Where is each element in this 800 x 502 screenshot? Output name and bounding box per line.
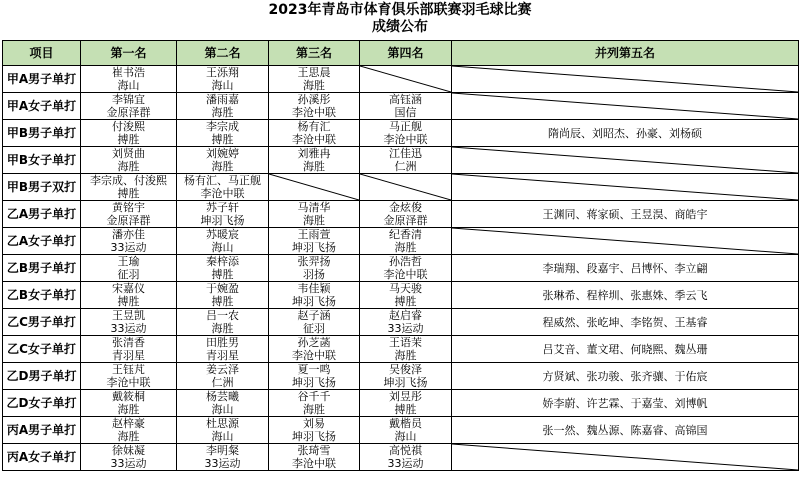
header-event: 项目	[3, 41, 81, 66]
fifth-place-cell: 娇李蔚、许艺霖、于嘉莹、刘博帆	[452, 390, 799, 417]
place-3-empty	[269, 174, 360, 201]
place-1-cell	[81, 255, 177, 282]
player-name: 潘雨嘉	[206, 93, 239, 106]
place-4-cell	[360, 390, 452, 417]
player-name: 李锦宜	[112, 93, 145, 106]
player-name: 谷千千	[297, 390, 331, 403]
table-row	[3, 147, 799, 174]
place-3-cell	[269, 363, 360, 390]
empty-cell-slash	[360, 66, 451, 92]
player-name: 张琦雪	[297, 444, 331, 457]
place-4-empty	[360, 66, 452, 93]
empty-cell-slash	[452, 228, 798, 254]
place-3-cell	[269, 228, 360, 255]
table-row	[3, 201, 799, 228]
player-name: 杨芸曦	[206, 390, 239, 403]
club-name: 海胜	[211, 106, 234, 119]
player-name: 王昱凯	[112, 309, 145, 322]
club-name: 海山	[211, 430, 234, 443]
table-row	[3, 444, 799, 471]
club-name: 搏胜	[117, 187, 140, 200]
player-name: 李宗成	[206, 120, 239, 133]
fifth-place-cell: 方贤斌、张功骏、张齐骧、于佑宸	[452, 363, 799, 390]
table-row	[3, 93, 799, 120]
empty-cell-slash	[452, 66, 798, 92]
player-name: 杨有汇、马正舰	[184, 174, 261, 187]
results-table	[2, 40, 799, 471]
player-name: 纪香清	[389, 228, 422, 241]
place-2-cell	[177, 282, 269, 309]
club-name: 33运动	[204, 457, 241, 470]
place-1-cell	[81, 417, 177, 444]
header-fourth: 第四名	[360, 41, 452, 66]
place-4-cell	[360, 147, 452, 174]
header-fifth: 并列第五名	[452, 41, 799, 66]
place-2-cell	[177, 147, 269, 174]
player-name: 潘亦佳	[112, 228, 145, 241]
club-name: 坤羽飞扬	[292, 376, 336, 389]
club-name: 海胜	[394, 349, 417, 362]
club-name: 海胜	[303, 214, 325, 227]
event-cell: 乙D女子单打	[3, 390, 81, 417]
fifth-place-cell: 隋尚辰、刘昭杰、孙豪、刘杨硕	[452, 120, 799, 147]
club-name: 李沧中联	[292, 349, 336, 362]
fifth-place-cell: 吕艾音、董文珺、何晓熙、魏丛珊	[452, 336, 799, 363]
club-name: 李沧中联	[200, 187, 245, 200]
place-2-cell	[177, 93, 269, 120]
event-cell: 丙A女子单打	[3, 444, 81, 471]
player-name: 张羿扬	[297, 255, 331, 268]
player-name: 王雨萱	[297, 228, 331, 241]
place-4-cell	[360, 444, 452, 471]
club-name: 征羽	[303, 322, 325, 335]
empty-cell-slash	[452, 444, 798, 470]
club-name: 仁洲	[211, 376, 234, 389]
place-3-cell	[269, 147, 360, 174]
club-name: 海山	[211, 79, 234, 92]
place-1-cell	[81, 228, 177, 255]
place-3-cell	[269, 120, 360, 147]
club-name: 海胜	[211, 322, 234, 335]
place-1-cell	[81, 390, 177, 417]
club-name: 搏胜	[117, 133, 140, 146]
event-cell: 乙D男子单打	[3, 363, 81, 390]
player-name: 王钰芃	[112, 363, 145, 376]
player-name: 戴楷员	[389, 417, 422, 430]
fifth-place-empty	[452, 66, 799, 93]
place-2-cell	[177, 417, 269, 444]
club-name: 坤羽飞扬	[292, 241, 336, 254]
club-name: 海山	[211, 241, 234, 254]
page-title: 2023年青岛市体育俱乐部联赛羽毛球比赛	[268, 2, 532, 18]
fifth-place-cell: 李瑞翔、段嘉宇、吕博怀、李立翩	[452, 255, 799, 282]
fifth-place-cell: 张一然、魏丛源、陈嘉睿、高锦国	[452, 417, 799, 444]
player-name: 王瑜	[117, 255, 140, 268]
empty-cell-slash	[452, 93, 798, 119]
header-second: 第二名	[177, 41, 269, 66]
player-name: 崔书浩	[112, 66, 145, 79]
club-name: 金原泽群	[383, 214, 428, 227]
player-name: 苏暖宸	[206, 228, 239, 241]
place-1-cell	[81, 93, 177, 120]
player-name: 马正舰	[389, 120, 422, 133]
place-3-cell	[269, 66, 360, 93]
place-1-cell	[81, 363, 177, 390]
club-name: 金原泽群	[106, 214, 151, 227]
club-name: 金原泽群	[106, 106, 151, 119]
place-1-cell	[81, 444, 177, 471]
club-name: 羽扬	[303, 268, 325, 281]
place-4-cell	[360, 93, 452, 120]
table-row	[3, 417, 799, 444]
player-name: 金炫俊	[389, 201, 422, 214]
club-name: 搏胜	[211, 295, 234, 308]
fifth-place-cell: 王渊同、蒋家硕、王昱淏、商皓宇	[452, 201, 799, 228]
place-3-cell	[269, 282, 360, 309]
place-2-cell	[177, 120, 269, 147]
place-1-cell	[81, 174, 177, 201]
table-row	[3, 174, 799, 201]
club-name: 征羽	[117, 268, 140, 281]
club-name: 坤羽飞扬	[383, 376, 428, 389]
empty-cell-slash	[452, 147, 798, 173]
place-3-cell	[269, 390, 360, 417]
player-name: 杜思源	[206, 417, 239, 430]
place-3-cell	[269, 93, 360, 120]
header-row	[3, 41, 799, 66]
club-name: 搏胜	[117, 295, 140, 308]
place-3-cell	[269, 444, 360, 471]
player-name: 马清华	[297, 201, 331, 214]
table-row	[3, 390, 799, 417]
place-3-cell	[269, 336, 360, 363]
event-cell: 乙B女子单打	[3, 282, 81, 309]
place-2-cell	[177, 255, 269, 282]
player-name: 苏子轩	[206, 201, 239, 214]
place-2-cell	[177, 363, 269, 390]
place-3-cell	[269, 309, 360, 336]
event-cell: 甲B男子单打	[3, 120, 81, 147]
player-name: 秦梓添	[206, 255, 239, 268]
table-row	[3, 363, 799, 390]
player-name: 刘贤曲	[112, 147, 145, 160]
event-cell: 甲A女子单打	[3, 93, 81, 120]
place-4-cell	[360, 282, 452, 309]
club-name: 海胜	[117, 403, 140, 416]
club-name: 青羽星	[112, 349, 145, 362]
club-name: 33运动	[110, 322, 147, 335]
club-name: 海胜	[303, 160, 325, 173]
player-name: 付浚熙	[112, 120, 145, 133]
place-1-cell	[81, 336, 177, 363]
place-4-cell	[360, 120, 452, 147]
club-name: 李沧中联	[292, 457, 336, 470]
player-name: 刘昱彤	[389, 390, 422, 403]
club-name: 国信	[394, 106, 417, 119]
place-1-cell	[81, 282, 177, 309]
player-name: 于婉盈	[206, 282, 239, 295]
place-1-cell	[81, 66, 177, 93]
player-name: 王语茉	[389, 336, 422, 349]
place-4-cell	[360, 336, 452, 363]
table-row	[3, 336, 799, 363]
club-name: 海胜	[211, 160, 234, 173]
place-2-cell	[177, 309, 269, 336]
fifth-place-empty	[452, 174, 799, 201]
club-name: 仁洲	[394, 160, 417, 173]
club-name: 海胜	[303, 79, 325, 92]
player-name: 刘雅冉	[297, 147, 331, 160]
event-cell: 丙A男子单打	[3, 417, 81, 444]
club-name: 搏胜	[211, 133, 234, 146]
place-4-cell	[360, 255, 452, 282]
player-name: 姜云泽	[206, 363, 239, 376]
player-name: 孙芝菡	[297, 336, 331, 349]
club-name: 李沧中联	[292, 106, 336, 119]
club-name: 海山	[211, 403, 234, 416]
player-name: 韦佳颖	[297, 282, 331, 295]
table-row	[3, 309, 799, 336]
place-1-cell	[81, 309, 177, 336]
club-name: 33运动	[387, 322, 424, 335]
table-row	[3, 282, 799, 309]
club-name: 海山	[394, 430, 417, 443]
place-4-cell	[360, 309, 452, 336]
event-cell: 甲B女子单打	[3, 147, 81, 174]
header-first: 第一名	[81, 41, 177, 66]
club-name: 李沧中联	[106, 376, 151, 389]
place-2-cell	[177, 390, 269, 417]
club-name: 33运动	[110, 241, 147, 254]
fifth-place-empty	[452, 444, 799, 471]
player-name: 孙浩哲	[389, 255, 422, 268]
event-cell: 乙A女子单打	[3, 228, 81, 255]
player-name: 吕一农	[206, 309, 239, 322]
player-name: 高悦祺	[389, 444, 422, 457]
table-row	[3, 228, 799, 255]
place-4-empty	[360, 174, 452, 201]
player-name: 刘婉婷	[206, 147, 239, 160]
place-2-cell	[177, 444, 269, 471]
player-name: 高钰涵	[389, 93, 422, 106]
player-name: 赵梓豪	[112, 417, 145, 430]
club-name: 坤羽飞扬	[292, 430, 336, 443]
player-name: 王思晨	[297, 66, 331, 79]
event-cell: 乙C女子单打	[3, 336, 81, 363]
empty-cell-slash	[360, 174, 451, 200]
place-1-cell	[81, 120, 177, 147]
player-name: 赵子涵	[297, 309, 331, 322]
player-name: 宋嘉仪	[112, 282, 145, 295]
club-name: 坤羽飞扬	[292, 295, 336, 308]
place-3-cell	[269, 255, 360, 282]
club-name: 李沧中联	[383, 268, 428, 281]
player-name: 夏一鸣	[297, 363, 331, 376]
fifth-place-empty	[452, 228, 799, 255]
empty-cell-slash	[452, 174, 798, 200]
place-3-cell	[269, 417, 360, 444]
place-4-cell	[360, 363, 452, 390]
player-name: 吴俊泽	[389, 363, 422, 376]
event-cell: 乙C男子单打	[3, 309, 81, 336]
fifth-place-cell: 张琳希、程梓圳、张惠姝、季云飞	[452, 282, 799, 309]
club-name: 海胜	[117, 430, 140, 443]
player-name: 杨有汇	[297, 120, 331, 133]
fifth-place-empty	[452, 93, 799, 120]
place-2-cell	[177, 336, 269, 363]
club-name: 搏胜	[394, 403, 417, 416]
player-name: 孙溪彤	[297, 93, 331, 106]
player-name: 田胜男	[206, 336, 239, 349]
player-name: 张清香	[112, 336, 145, 349]
place-2-cell	[177, 228, 269, 255]
place-4-cell	[360, 417, 452, 444]
player-name: 王泺翔	[206, 66, 239, 79]
club-name: 李沧中联	[292, 133, 336, 146]
club-name: 海胜	[303, 403, 325, 416]
place-1-cell	[81, 201, 177, 228]
place-4-cell	[360, 201, 452, 228]
club-name: 海胜	[394, 241, 417, 254]
event-cell: 甲B男子双打	[3, 174, 81, 201]
player-name: 赵启睿	[389, 309, 422, 322]
place-4-cell	[360, 228, 452, 255]
event-cell: 甲A男子单打	[3, 66, 81, 93]
player-name: 刘易	[303, 417, 325, 430]
place-3-cell	[269, 201, 360, 228]
club-name: 海山	[117, 79, 140, 92]
club-name: 坤羽飞扬	[200, 214, 245, 227]
place-2-cell	[177, 66, 269, 93]
club-name: 搏胜	[394, 295, 417, 308]
header-third: 第三名	[269, 41, 360, 66]
table-row	[3, 255, 799, 282]
fifth-place-cell: 程威然、张屹坤、李铭贺、王基睿	[452, 309, 799, 336]
player-name: 徐妹凝	[112, 444, 145, 457]
fifth-place-empty	[452, 147, 799, 174]
player-name: 李明粲	[206, 444, 239, 457]
empty-cell-slash	[269, 174, 359, 200]
event-cell: 乙A男子单打	[3, 201, 81, 228]
page-subtitle: 成绩公布	[372, 19, 428, 35]
player-name: 马天骏	[389, 282, 422, 295]
player-name: 戴筱桐	[112, 390, 145, 403]
place-2-cell	[177, 174, 269, 201]
club-name: 青羽星	[206, 349, 239, 362]
club-name: 33运动	[387, 457, 424, 470]
club-name: 33运动	[110, 457, 147, 470]
place-1-cell	[81, 147, 177, 174]
player-name: 江佳迅	[389, 147, 422, 160]
club-name: 搏胜	[211, 268, 234, 281]
table-row	[3, 120, 799, 147]
event-cell: 乙B男子单打	[3, 255, 81, 282]
table-row	[3, 66, 799, 93]
club-name: 李沧中联	[383, 133, 428, 146]
player-name: 李宗成、付浚熙	[90, 174, 167, 187]
player-name: 黄铭宇	[112, 201, 145, 214]
place-2-cell	[177, 201, 269, 228]
club-name: 海胜	[117, 160, 140, 173]
